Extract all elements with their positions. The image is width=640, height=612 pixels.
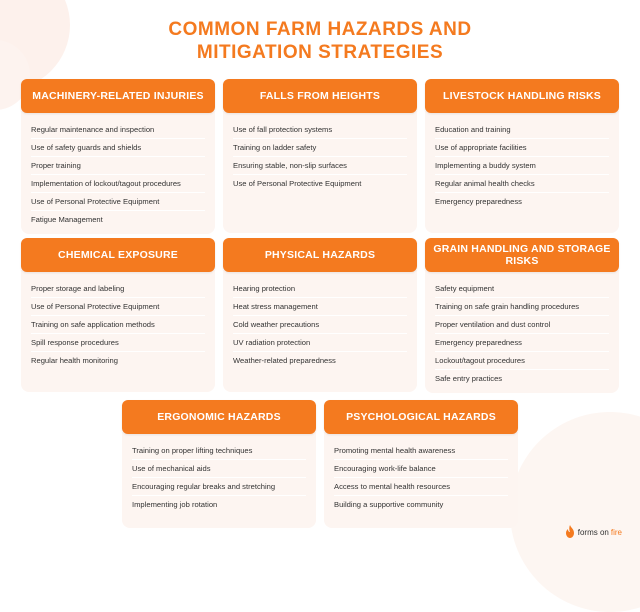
list-item: Emergency preparedness <box>435 197 522 206</box>
list-item: Training on proper lifting techniques <box>132 442 306 460</box>
list-item: Training on safe grain handling procedures <box>435 298 609 316</box>
list-item: Promoting mental health awareness <box>334 442 508 460</box>
card-body <box>223 111 417 233</box>
list-item: Implementing job rotation <box>132 500 218 509</box>
hazard-card-livestock <box>425 79 619 233</box>
list-item: Implementation of lockout/tagout procedures <box>31 175 205 193</box>
list-item: Encouraging work-life balance <box>334 460 508 478</box>
card-heading: FALLS FROM HEIGHTS <box>223 79 417 113</box>
card-heading: LIVESTOCK HANDLING RISKS <box>425 79 619 113</box>
list-item: Use of Personal Protective Equipment <box>31 298 205 316</box>
list-item: Use of Personal Protective Equipment <box>31 193 205 211</box>
list-item: Hearing protection <box>233 280 407 298</box>
card-heading: MACHINERY-RELATED INJURIES <box>21 79 215 113</box>
list-item: Safety equipment <box>435 280 609 298</box>
list-item: Training on ladder safety <box>233 139 407 157</box>
list-item: Access to mental health resources <box>334 478 508 496</box>
list-item: Encouraging regular breaks and stretching <box>132 478 306 496</box>
list-item: Spill response procedures <box>31 334 205 352</box>
card-body <box>425 111 619 233</box>
hazard-card-chemical <box>21 238 215 392</box>
logo-text: forms on <box>577 528 609 537</box>
list-item: Fatigue Management <box>31 215 103 224</box>
list-item: Heat stress management <box>233 298 407 316</box>
card-heading: PSYCHOLOGICAL HAZARDS <box>324 400 518 434</box>
list-item: Safe entry practices <box>435 374 503 383</box>
hazard-card-grain <box>425 238 619 393</box>
list-item: Proper training <box>31 157 205 175</box>
list-item: Use of fall protection systems <box>233 121 407 139</box>
hazard-card-ergonomic <box>122 400 316 528</box>
card-body <box>122 432 316 528</box>
card-heading: PHYSICAL HAZARDS <box>223 238 417 272</box>
list-item: UV radiation protection <box>233 334 407 352</box>
list-item: Use of Personal Protective Equipment <box>233 179 362 188</box>
card-heading: CHEMICAL EXPOSURE <box>21 238 215 272</box>
hazard-card-falls <box>223 79 417 233</box>
list-item: Training on safe application methods <box>31 316 205 334</box>
card-body <box>223 270 417 392</box>
list-item: Use of appropriate facilities <box>435 139 609 157</box>
list-item: Building a supportive community <box>334 500 444 509</box>
list-item: Regular animal health checks <box>435 175 609 193</box>
card-heading: ERGONOMIC HAZARDS <box>122 400 316 434</box>
list-item: Use of mechanical aids <box>132 460 306 478</box>
list-item: Cold weather precautions <box>233 316 407 334</box>
background-decoration <box>510 412 640 612</box>
list-item: Regular health monitoring <box>31 356 118 365</box>
hazard-card-physical <box>223 238 417 392</box>
card-body <box>21 111 215 234</box>
list-item: Implementing a buddy system <box>435 157 609 175</box>
card-heading: GRAIN HANDLING AND STORAGE RISKS <box>425 238 619 272</box>
list-item: Proper storage and labeling <box>31 280 205 298</box>
hazard-card-machinery <box>21 79 215 234</box>
card-body <box>21 270 215 392</box>
brand-logo <box>565 525 622 540</box>
list-item: Ensuring stable, non-slip surfaces <box>233 157 407 175</box>
logo-highlight: fire <box>610 528 622 537</box>
page-title <box>0 18 640 64</box>
title-line-2: MITIGATION STRATEGIES <box>196 42 444 63</box>
title-line-1: COMMON FARM HAZARDS AND <box>168 19 472 40</box>
list-item: Use of safety guards and shields <box>31 139 205 157</box>
list-item: Regular maintenance and inspection <box>31 121 205 139</box>
card-body <box>425 270 619 393</box>
list-item: Lockout/tagout procedures <box>435 352 609 370</box>
list-item: Emergency preparedness <box>435 334 609 352</box>
flame-icon <box>565 525 578 540</box>
list-item: Education and training <box>435 121 609 139</box>
list-item: Weather-related preparedness <box>233 356 336 365</box>
card-body <box>324 432 518 528</box>
hazard-card-psychological <box>324 400 518 528</box>
list-item: Proper ventilation and dust control <box>435 316 609 334</box>
